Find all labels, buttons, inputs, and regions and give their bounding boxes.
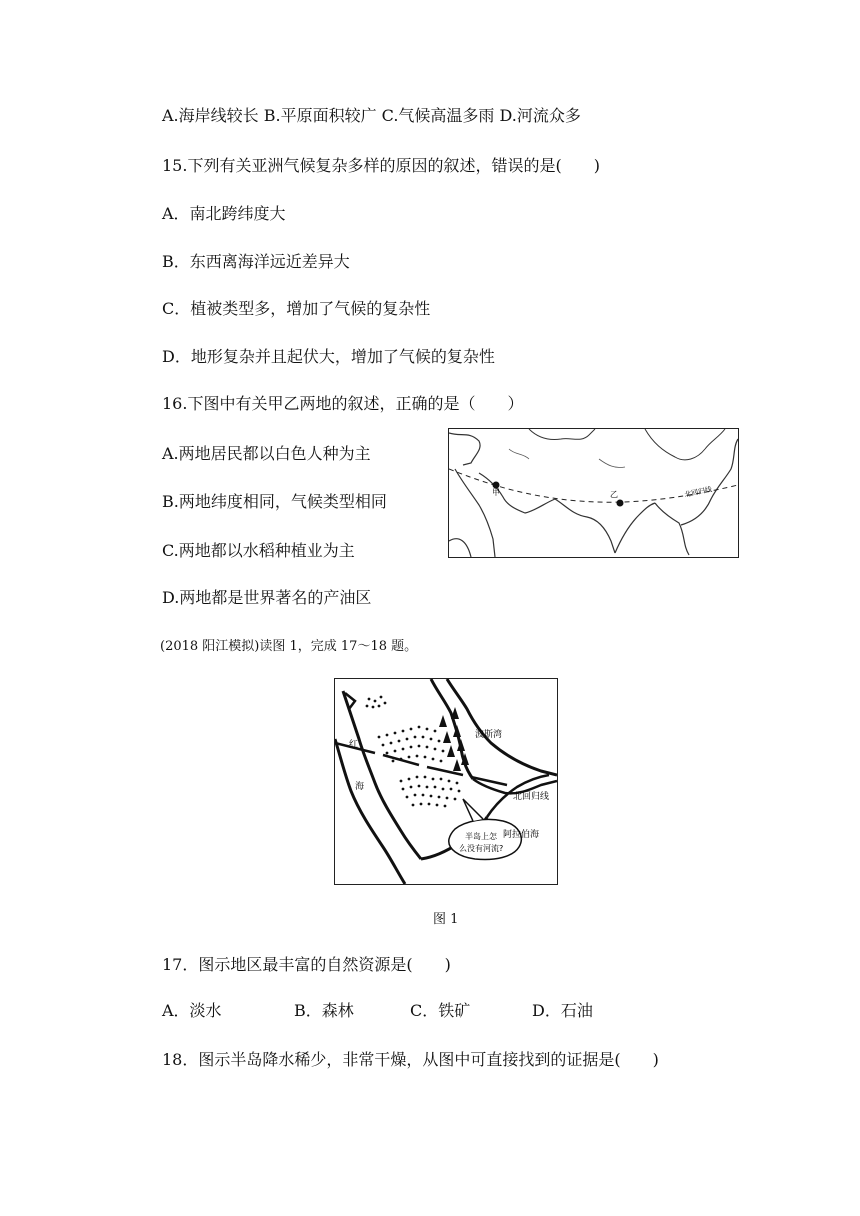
q18-stem: 18．图示半岛降水稀少，非常干燥，从图中可直接找到的证据是( ) bbox=[162, 1050, 659, 1069]
q16-option-d: D.两地都是世界著名的产油区 bbox=[162, 588, 372, 607]
q15-option-b: B．东西离海洋远近差异大 bbox=[162, 252, 350, 271]
asia-map bbox=[448, 428, 739, 558]
q17-options bbox=[162, 1000, 593, 1022]
bubble-text-line1: 半岛上怎 bbox=[465, 832, 497, 841]
label-red-sea-2: 海 bbox=[355, 782, 365, 792]
intro-17-18: (2018 阳江模拟)读图 1，完成 17～18 题。 bbox=[160, 639, 418, 654]
label-yi: 乙 bbox=[610, 490, 618, 499]
label-tropic: 北回归线 bbox=[513, 792, 550, 802]
q16-option-c: C.两地都以水稻种植业为主 bbox=[162, 541, 355, 560]
label-arabian-sea: 阿拉伯海 bbox=[503, 830, 540, 840]
q15-option-d: D．地形复杂并且起伏大，增加了气候的复杂性 bbox=[162, 347, 495, 366]
q15-option-c: C．植被类型多，增加了气候的复杂性 bbox=[162, 299, 431, 318]
map-tropic-label: 北回归线 bbox=[683, 485, 713, 499]
q16-option-b: B.两地纬度相同，气候类型相同 bbox=[162, 492, 387, 511]
q17-option-c: C．铁矿 bbox=[410, 1001, 471, 1020]
q14-options: A.海岸线较长 B.平原面积较广 C.气候高温多雨 D.河流众多 bbox=[162, 106, 581, 125]
label-persian-gulf: 波斯湾 bbox=[475, 730, 503, 740]
label-red-sea-1: 红 bbox=[349, 740, 359, 750]
q17-option-d: D．石油 bbox=[532, 1001, 593, 1020]
q15-stem: 15.下列有关亚洲气候复杂多样的原因的叙述，错误的是( ) bbox=[162, 156, 600, 175]
q15-option-a: A．南北跨纬度大 bbox=[162, 204, 286, 223]
figure-1-arabian-peninsula bbox=[334, 678, 558, 885]
q17-option-b: B．森林 bbox=[294, 1001, 354, 1020]
q16-option-a: A.两地居民都以白色人种为主 bbox=[162, 444, 371, 463]
q17-stem: 17．图示地区最丰富的自然资源是( ) bbox=[162, 955, 451, 974]
figure-1-caption: 图 1 bbox=[433, 912, 459, 927]
label-jia: 甲 bbox=[492, 488, 500, 497]
q17-option-a: A．淡水 bbox=[162, 1001, 222, 1020]
bubble-text-line2: 么没有河流? bbox=[459, 844, 504, 853]
q16-stem: 16.下图中有关甲乙两地的叙述，正确的是（ ） bbox=[162, 394, 524, 413]
